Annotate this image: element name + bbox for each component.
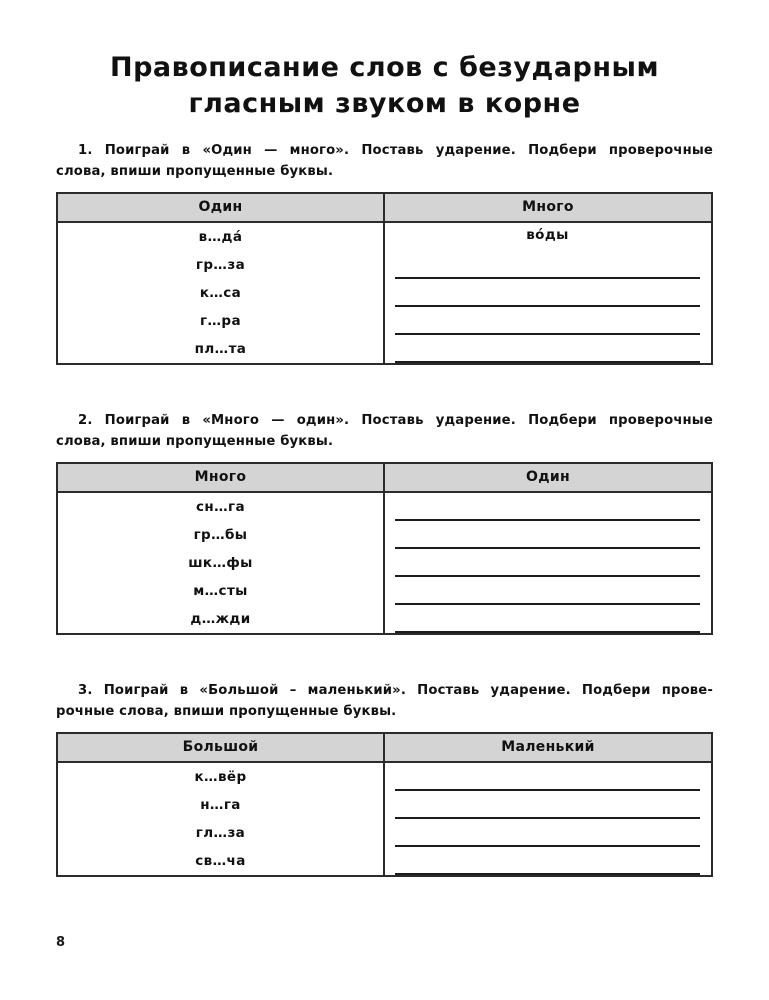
table-1-header-right: Много: [522, 199, 574, 215]
table-1-header-row: [58, 194, 711, 223]
answer-line: [395, 789, 700, 791]
table-1-header-left: Один: [58, 194, 385, 221]
table-row: к…вёр: [194, 769, 247, 785]
table-row: в…да́: [198, 229, 243, 245]
table-2-header-right: Один: [526, 469, 570, 485]
answer-cell-blank[interactable]: [395, 577, 700, 605]
table-row: гр…бы: [193, 527, 248, 543]
answer-line: [395, 361, 700, 363]
answer-line: [395, 631, 700, 633]
task-1-number: 1.: [78, 143, 93, 158]
answer-line: [395, 277, 700, 279]
task-1: [56, 140, 713, 182]
table-row: г…ра: [200, 313, 241, 329]
answer-line: [395, 845, 700, 847]
page-number: 8: [56, 935, 66, 950]
answer-cell-blank[interactable]: [395, 493, 700, 521]
table-3-body: [58, 763, 711, 875]
table-3-right-column: [385, 763, 711, 875]
table-3: [56, 732, 713, 877]
table-3-header-left: Большой: [58, 734, 385, 761]
table-row: гл…за: [195, 825, 246, 841]
table-row: д…жди: [190, 611, 251, 627]
page-title: [0, 50, 769, 122]
task-3: [56, 680, 713, 722]
task-2-line-2: слова, впиши пропущенные буквы.: [56, 434, 334, 449]
task-2: [56, 410, 713, 452]
table-1-body: [58, 223, 711, 363]
answer-line: [395, 547, 700, 549]
table-row: шк…фы: [188, 555, 253, 571]
answer-cell-blank[interactable]: [395, 549, 700, 577]
task-1-text: [56, 140, 713, 182]
answer-cell-blank[interactable]: [395, 279, 700, 307]
task-2-number: 2.: [78, 413, 93, 428]
task-3-text: [56, 680, 713, 722]
answer-cell-blank[interactable]: [395, 251, 700, 279]
table-1-right-column: [385, 223, 711, 363]
answer-cell-blank[interactable]: [395, 307, 700, 335]
answer-line: [395, 519, 700, 521]
answer-cell-blank[interactable]: [395, 847, 700, 875]
table-2-header-row: [58, 464, 711, 493]
table-row: сн…га: [196, 499, 245, 515]
table-row: к…са: [199, 285, 242, 301]
table-2-body: [58, 493, 711, 633]
task-2-line-1: Поиграй в «Много — один». Поставь ударение. Подбери проверочные: [104, 413, 713, 428]
answer-line: [395, 305, 700, 307]
answer-cell-blank[interactable]: [395, 819, 700, 847]
table-2: [56, 462, 713, 635]
task-1-line-2: слова, впиши пропущенные буквы.: [56, 164, 334, 179]
task-3-line-1: Поиграй в «Большой – маленький». Поставь ударение. Подбери прове-: [103, 683, 713, 698]
table-1: [56, 192, 713, 365]
task-3-line-2: рочные слова, впиши пропущенные буквы.: [56, 704, 397, 719]
answer-cell-blank[interactable]: [395, 763, 700, 791]
task-3-number: 3.: [78, 683, 93, 698]
page-title-line-2: гласным звуком в корне: [188, 88, 581, 119]
table-3-header-row: [58, 734, 711, 763]
table-row: св…ча: [195, 853, 246, 869]
task-1-line-1: Поиграй в «Один — много». Поставь ударение. Подбери проверочные: [104, 143, 713, 158]
table-row: н…га: [200, 797, 241, 813]
table-1-left-column: [58, 223, 385, 363]
answer-value: во́ды: [526, 227, 569, 243]
table-row: пл…та: [194, 341, 247, 357]
answer-cell-blank[interactable]: [395, 605, 700, 633]
answer-line: [395, 873, 700, 875]
table-row: гр…за: [195, 257, 246, 273]
answer-cell-blank[interactable]: [395, 335, 700, 363]
table-2-right-column: [385, 493, 711, 633]
answer-line: [395, 575, 700, 577]
table-3-left-column: [58, 763, 385, 875]
answer-line: [395, 603, 700, 605]
task-2-text: [56, 410, 713, 452]
answer-line: [395, 333, 700, 335]
answer-line: [395, 817, 700, 819]
table-2-header-left: Много: [58, 464, 385, 491]
page-title-line-1: Правописание слов с безударным: [109, 52, 660, 83]
table-row: м…сты: [193, 583, 248, 599]
answer-cell-blank[interactable]: [395, 791, 700, 819]
answer-cell-filled[interactable]: [395, 223, 700, 251]
answer-cell-blank[interactable]: [395, 521, 700, 549]
table-3-header-right: Маленький: [501, 739, 595, 755]
table-2-left-column: [58, 493, 385, 633]
